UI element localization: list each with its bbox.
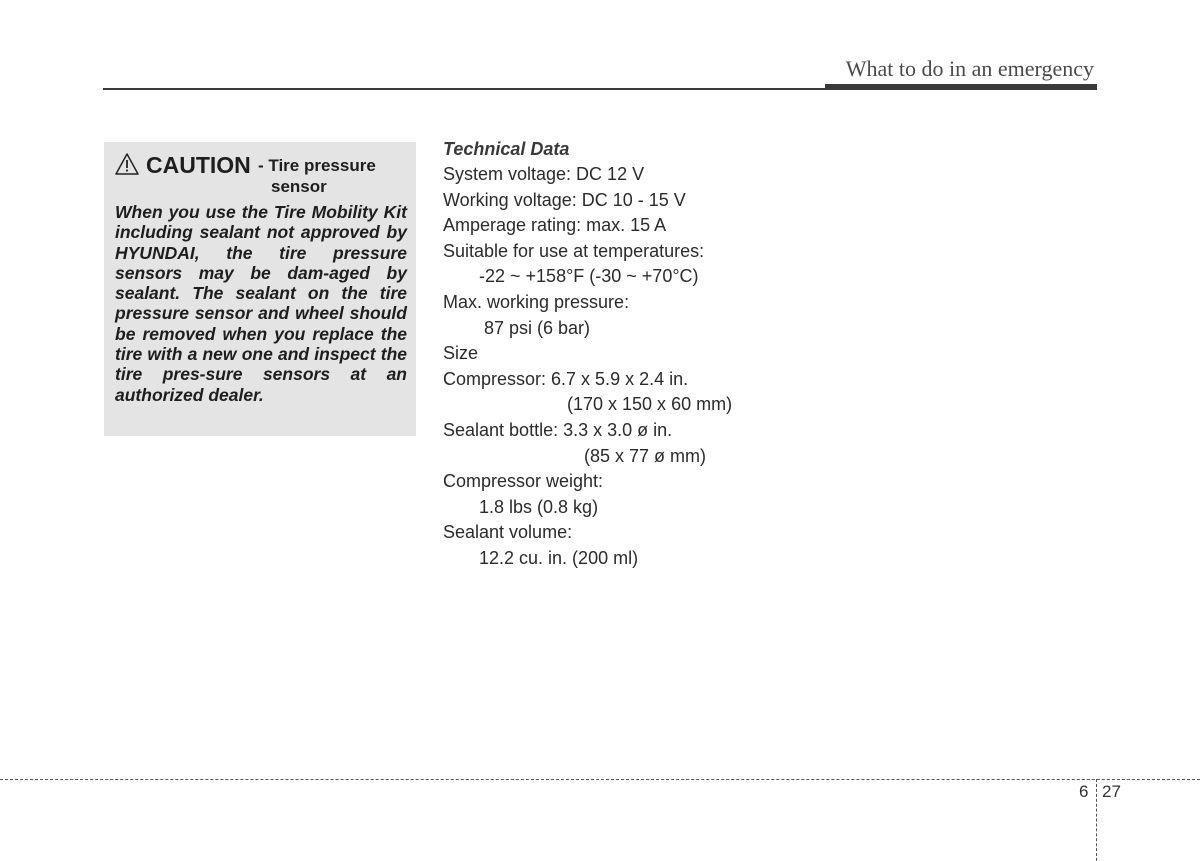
spec-line: Sealant volume: (443, 522, 573, 543)
spec-line: Compressor: 6.7 x 5.9 x 2.4 in. (443, 368, 689, 389)
technical-data-title: Technical Data (443, 139, 570, 159)
spec-line: Suitable for use at temperatures: (443, 240, 705, 261)
chapter-number: 6 (1079, 782, 1089, 801)
spec-line: 1.8 lbs (0.8 kg) (479, 496, 599, 517)
spec-line: 12.2 cu. in. (200 ml) (479, 547, 639, 568)
spec-line: Sealant bottle: 3.3 x 3.0 ø in. (443, 419, 673, 440)
spec-line: System voltage: DC 12 V (443, 164, 645, 184)
caution-heading (115, 152, 407, 202)
header-rule-accent (825, 84, 1097, 90)
spec-line: Working voltage: DC 10 - 15 V (443, 189, 686, 210)
section-title: What to do in an emergency (845, 56, 1094, 81)
spec-line: 87 psi (6 bar) (484, 317, 591, 338)
spec-line: (85 x 77 ø mm) (584, 445, 707, 466)
spec-line: Compressor weight: (443, 471, 604, 492)
spec-line: (170 x 150 x 60 mm) (567, 394, 733, 415)
spec-line: Max. working pressure: (443, 291, 630, 312)
caution-text: When you use the Tire Mobility Kit including sealant not approved by HYUNDAI, the tire pressure sensors may be dam-aged by sealant. The sealant on the tire pressure sensor and wheel should be removed when you replace the tire with a new one and inspect the tire pres-sure sensors at an authorized dealer. (115, 202, 407, 405)
caution-box (104, 142, 416, 436)
caution-subtitle: - Tire pressure (258, 156, 376, 175)
footer-rule (0, 779, 1200, 780)
spec-line: Size (443, 343, 479, 364)
spec-line: Amperage rating: max. 15 A (443, 215, 667, 236)
caution-subtitle-cont: sensor (271, 177, 327, 196)
warning-triangle-icon (115, 153, 139, 175)
spec-line: -22 ~ +158°F (-30 ~ +70°C) (479, 266, 699, 287)
footer-divider (1096, 779, 1097, 861)
technical-data (443, 137, 843, 572)
caution-label: CAUTION (146, 152, 251, 178)
page-number: 27 (1102, 782, 1121, 801)
